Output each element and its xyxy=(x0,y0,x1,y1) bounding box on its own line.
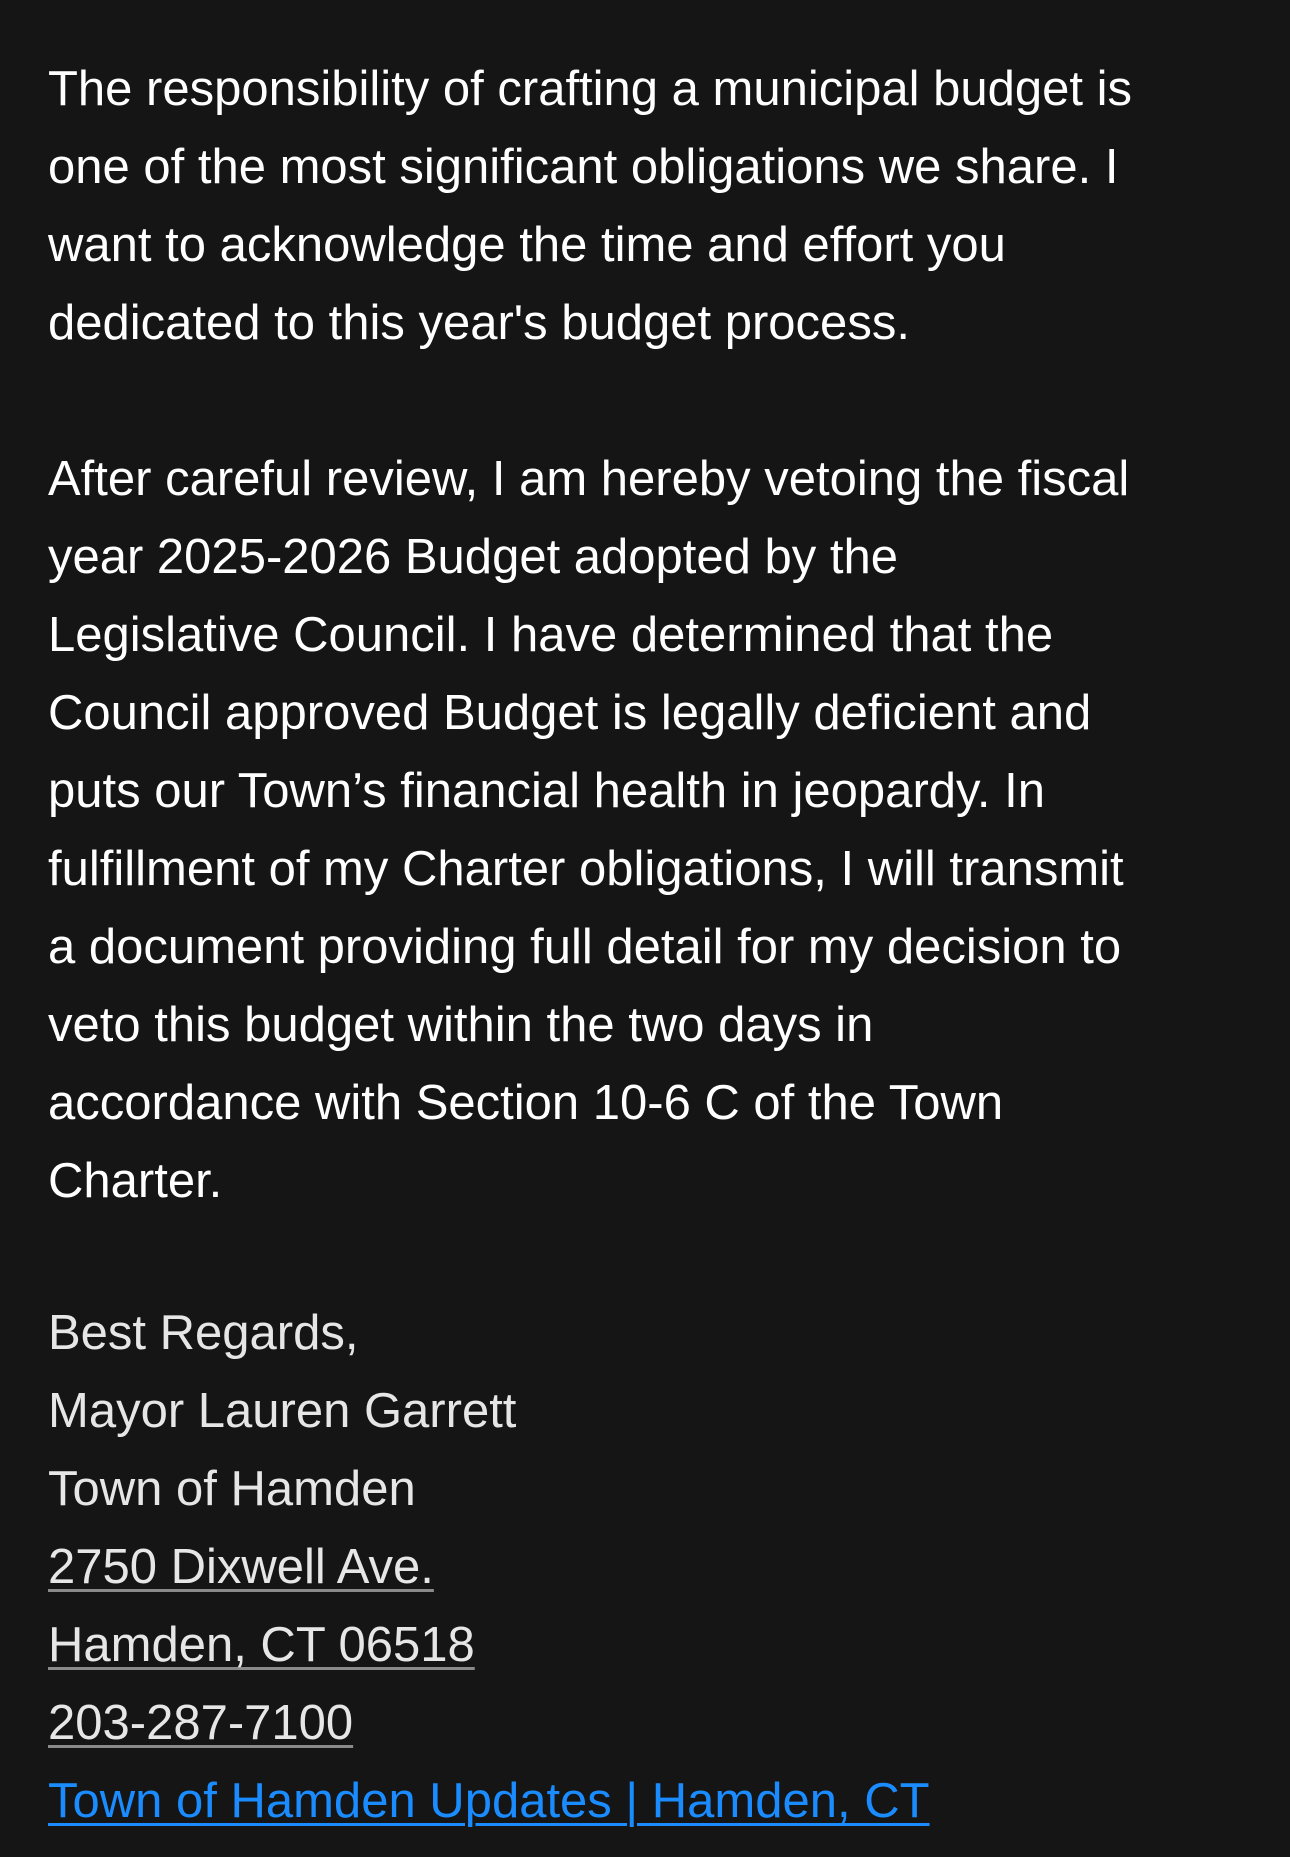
address-line-2-link[interactable]: Hamden, CT 06518 xyxy=(48,1618,475,1672)
email-message-body xyxy=(48,50,1248,1220)
signature-closing: Best Regards, xyxy=(48,1306,359,1360)
message-paragraph-veto: After careful review, I am hereby vetoing the fiscal year 2025-2026 Budget adopted by the Legislative Council. I have determined that the Council approved Budget is legally deficient and puts our Town’s financial health in jeopardy. In fulfillment of my Charter obligations, I will transmit a document providing full detail for my decision to veto this budget within the two days in accordance with Section 10-6 C of the Town Charter. xyxy=(48,452,1130,1208)
email-signature xyxy=(48,1294,1248,1840)
address-line-1-link[interactable]: 2750 Dixwell Ave. xyxy=(48,1540,434,1594)
town-updates-link[interactable]: Town of Hamden Updates | Hamden, CT xyxy=(48,1774,930,1828)
signature-organization: Town of Hamden xyxy=(48,1462,416,1516)
message-paragraph-intro: The responsibility of crafting a municipal budget is one of the most significant obligations we share. I want to acknowledge the time and effort you dedicated to this year's budget process. xyxy=(48,62,1133,350)
signature-name: Mayor Lauren Garrett xyxy=(48,1384,517,1438)
phone-number-link[interactable]: 203-287-7100 xyxy=(48,1696,354,1750)
